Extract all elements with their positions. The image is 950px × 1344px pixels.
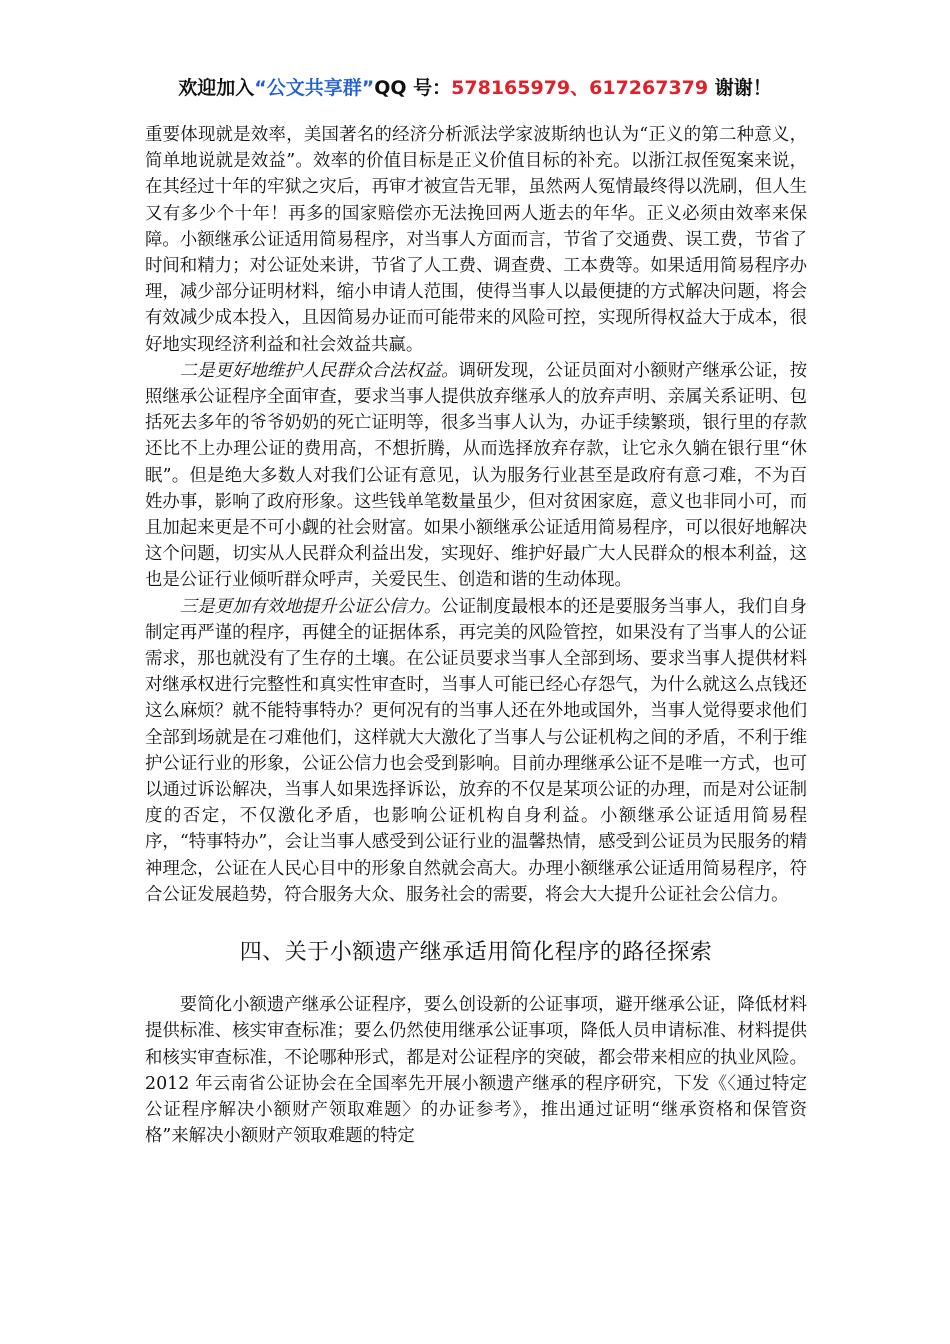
paragraph-point-two bbox=[145, 358, 807, 594]
banner-prefix: 欢迎加入 bbox=[178, 77, 255, 99]
header-banner bbox=[0, 74, 950, 102]
banner-suffix: 谢谢！ bbox=[708, 77, 772, 99]
document-body bbox=[145, 122, 807, 1149]
paragraph-point-three bbox=[145, 594, 807, 908]
paragraph-lead: 三是更加有效地提升公证公信力。 bbox=[179, 596, 442, 617]
banner-qq-numbers: 578165979、617267379 bbox=[451, 77, 709, 99]
paragraph-text: 公证制度最根本的还是要服务当事人，我们自身制定再严谨的程序，再健全的证据体系，再完美的风险管控，如果没有了当事人的公证需求，那也就没有了生存的土壤。在公证员要求当事人全部到场、要求当事人提供材料对继承权进行完整性和真实性审查时，当事人可能已经心存怨气，为什么就这么点钱还这么麻烦？就不能特事特办？更何况有的当事人还在外地或国外，当事人觉得要求他们全部到场就是在刁难他们，这样就大大激化了当事人与公证机构之间的矛盾，不利于维护公证行业的形象，公证公信力也会受到影响。目前办理继承公证不是唯一方式，也可以通过诉讼解决，当事人如果选择诉讼，放弃的不仅是某项公证的办理，而是对公证制度的否定，不仅激化矛盾，也影响公证机构自身利益。小额继承公证适用简易程序，“特事特办”，会让当事人感受到公证行业的温馨热情，感受到公证员为民服务的精神理念，公证在人民心目中的形象自然就会高大。办理小额继承公证适用简易程序，符合公证发展趋势，符合服务大众、服务社会的需要，将会大大提升公证社会公信力。 bbox=[145, 596, 807, 905]
paragraph-text: 调研发现，公证员面对小额财产继承公证，按照继承公证程序全面审查，要求当事人提供放弃继承人的放弃声明、亲属关系证明、包括死去多年的爷爷奶奶的死亡证明等，很多当事人认为，办证手续繁琐，银行里的存款还比不上办理公证的费用高，不想折腾，从而选择放弃存款，让它永久躺在银行里“休眠”。但是绝大多数人对我们公证有意见，认为服务行业甚至是政府有意刁难，不为百姓办事，影响了政府形象。这些钱单笔数量虽少，但对贫困家庭，意义也非同小可，而且加起来更是不可小觑的社会财富。如果小额继承公证适用简易程序，可以很好地解决这个问题，切实从人民群众利益出发，实现好、维护好最广大人民群众的根本利益，这也是公证行业倾听群众呼声，关爱民生、创造和谐的生动体现。 bbox=[145, 360, 807, 591]
paragraph-text: 要简化小额遗产继承公证程序，要么创设新的公证事项，避开继承公证，降低材料提供标准、核实审查标准；要么仍然使用继承公证事项，降低人员申请标准、材料提供和核实审查标准，不论哪种形式，都是对公证程序的突破，都会带来相应的执业风险。2012 年云南省公证协会在全国率先开展小额遗产继承的程序研究，下发《〈通过特定公证程序解决小额财产领取难题〉的办证参考》，推出通过证明“继承资格和保管资格”来解决小额财产领取难题的特定 bbox=[145, 995, 807, 1147]
section-paragraph bbox=[145, 992, 807, 1149]
section-heading: 四、关于小额遗产继承适用简化程序的路径探索 bbox=[239, 940, 713, 966]
paragraph-text: 重要体现就是效率，美国著名的经济分析派法学家波斯纳也认为“正义的第二种意义，简单地说就是效益”。效率的价值目标是正义价值目标的补充。以浙江叔侄冤案来说，在其经过十年的牢狱之灾后，再审才被宣告无罪，虽然两人冤情最终得以洗刷，但人生又有多少个十年！再多的国家赔偿亦无法挽回两人逝去的年华。正义必须由效率来保障。小额继承公证适用简易程序，对当事人方面而言，节省了交通费、误工费，节省了时间和精力；对公证处来讲，节省了人工费、调查费、工本费等。如果适用简易程序办理，减少部分证明材料，缩小申请人范围，使得当事人以最便捷的方式解决问题，将会有效减少成本投入，且因简易办证而可能带来的风险可控，实现所得权益大于成本，很好地实现经济利益和社会效益共赢。 bbox=[145, 125, 807, 355]
paragraph-continuation bbox=[145, 122, 807, 358]
banner-group-name: “公文共享群” bbox=[254, 77, 375, 99]
paragraph-lead: 二是更好地维护人民群众合法权益。 bbox=[179, 360, 459, 381]
banner-qq-label: QQ 号： bbox=[374, 77, 452, 99]
